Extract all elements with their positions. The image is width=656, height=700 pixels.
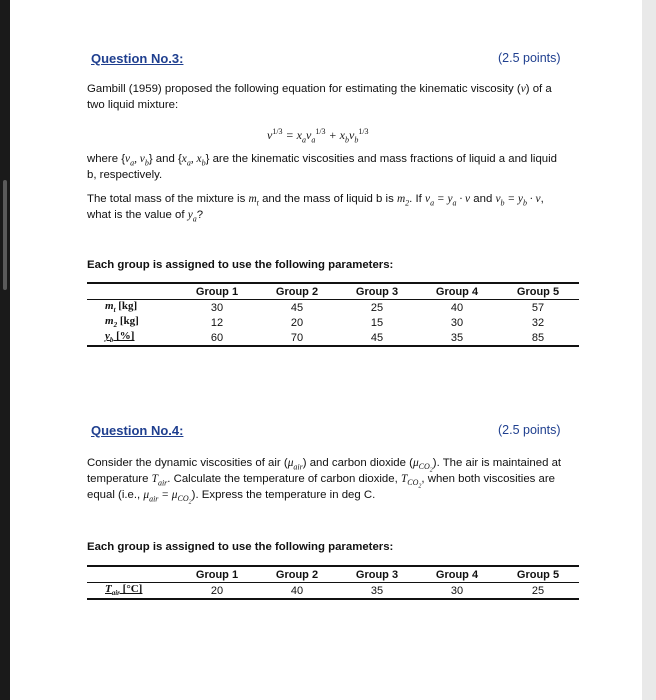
q3-col-group3: Group 3: [337, 283, 417, 300]
q4-col-group3: Group 3: [337, 566, 417, 583]
q3-col-group2: Group 2: [257, 283, 337, 300]
q4-assign-heading: Each group is assigned to use the following parameters:: [87, 541, 394, 553]
q3-where-line2: b, respectively.: [87, 169, 163, 181]
q3-intro-line1: Gambill (1959) proposed the following equation for estimating the kinematic viscosity (ν) of a: [87, 83, 552, 95]
table-cell: 20: [290, 316, 304, 329]
table-cell: 32: [531, 316, 545, 329]
table-cell: 70: [290, 331, 304, 344]
q3-assign-heading: Each group is assigned to use the following parameters:: [87, 259, 394, 271]
table-cell: 25: [370, 301, 384, 314]
q4-col-group1: Group 1: [177, 566, 257, 583]
q3-where-line1: where {$\nu_a$, $\nu_b$} and {$x_a$, $x_b$} are the kinematic viscosities and mass fractions of liquid a and liquid: [87, 153, 558, 168]
q3-col-group5: Group 5: [497, 283, 579, 300]
table-row: [87, 300, 579, 316]
q3-parameter-table: [87, 282, 579, 347]
q3-col-group1: Group 1: [177, 283, 257, 300]
table-cell: 30: [450, 316, 464, 329]
table-cell: 45: [290, 301, 304, 314]
table-cell: 30: [450, 584, 464, 597]
table-cell: 57: [531, 301, 545, 314]
left-scrollbar[interactable]: [0, 0, 10, 700]
q4-line1: Consider the dynamic viscosities of air $(\mu_{air})$ and carbon dioxide $(\mu_{CO_2})$. The air is maintained at: [87, 457, 562, 474]
q3-total-line2: what is the value of $y_a$?: [87, 209, 204, 224]
q4-line2: temperature $T_{air}$. Calculate the temperature of carbon dioxide, $T_{CO_2}$, when both viscosities are: [87, 473, 555, 490]
q4-header-empty: [87, 566, 177, 583]
table-cell: 40: [290, 584, 304, 597]
q3-total-line1: The total mass of the mixture is $m_t$ and the mass of liquid b is $m_2$. If $\nu_a = y_a \cdot \nu$ and $\nu_b = y_b \cdot \nu$,: [87, 193, 544, 208]
scrollbar-thumb[interactable]: [3, 180, 7, 290]
table-cell: 85: [531, 331, 545, 344]
table-cell: 35: [370, 584, 384, 597]
q3-points: (2.5 points): [498, 51, 561, 65]
row-label-mt: $m_t$ [kg]: [105, 300, 138, 315]
table-cell: 25: [531, 584, 545, 597]
document-page: [10, 0, 642, 700]
table-cell: 15: [370, 316, 384, 329]
q3-intro-line2: two liquid mixture:: [87, 99, 179, 111]
table-cell: 45: [370, 331, 384, 344]
table-cell: 12: [210, 316, 224, 329]
gambill-equation: $\nu^{1/3} = x_a\nu_a^{1/3} + x_b\nu_b^{1/3}$: [267, 127, 369, 145]
table-row: [87, 315, 579, 330]
table-row: [87, 330, 579, 346]
q4-title: Question No.4:: [91, 423, 184, 438]
q4-points: (2.5 points): [498, 423, 561, 437]
table-cell: 20: [210, 584, 224, 597]
q4-col-group4: Group 4: [417, 566, 497, 583]
q4-parameter-table: [87, 565, 579, 600]
q3-col-group4: Group 4: [417, 283, 497, 300]
row-label-tair: $T_{air}$ [°C]: [105, 583, 143, 598]
row-label-yb: $y_b$ [%]: [105, 330, 135, 345]
q3-title: Question No.3:: [91, 51, 184, 66]
row-label-m2: $m_2$ [kg]: [105, 315, 139, 330]
q4-col-group2: Group 2: [257, 566, 337, 583]
right-margin: [642, 0, 656, 700]
q4-col-group5: Group 5: [497, 566, 579, 583]
q4-table-header: [87, 566, 579, 583]
table-cell: 60: [210, 331, 224, 344]
table-cell: 35: [450, 331, 464, 344]
table-row: [87, 583, 579, 600]
table-cell: 40: [450, 301, 464, 314]
q3-table-header: [87, 283, 579, 300]
q3-header-empty: [87, 283, 177, 300]
table-cell: 30: [210, 301, 224, 314]
q4-line3: equal (i.e., $\mu_{air} = \mu_{CO_2}$). Express the temperature in deg C.: [87, 489, 376, 506]
